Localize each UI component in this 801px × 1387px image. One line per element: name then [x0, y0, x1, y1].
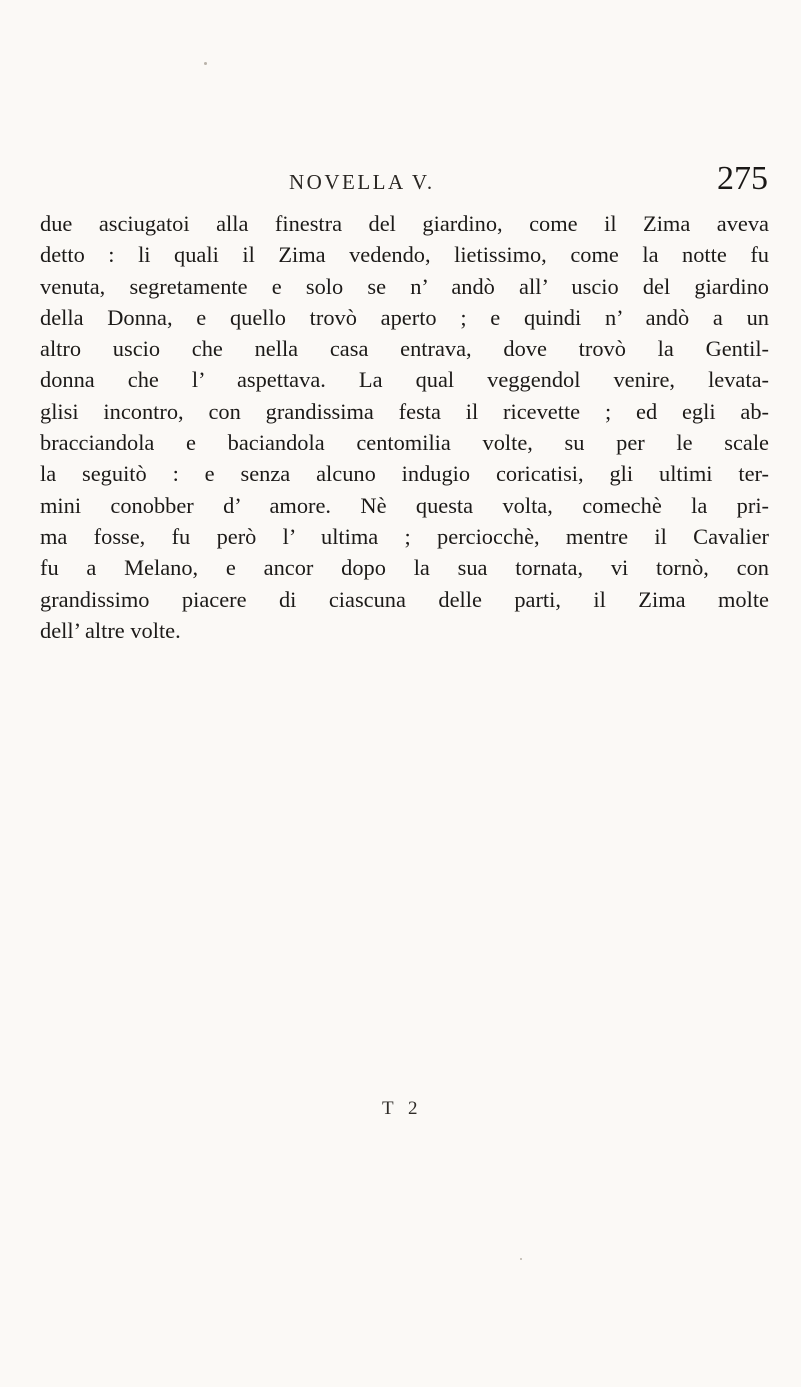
- text-line: glisi incontro, con grandissima festa il ricevette ; ed egli ab-: [40, 398, 769, 424]
- signature-mark: T 2: [382, 1098, 423, 1119]
- paper-speck: [520, 1258, 522, 1260]
- text-line: la seguitò : e senza alcuno indugio coricatisi, gli ultimi ter-: [40, 461, 769, 487]
- paper-speck: [204, 62, 207, 65]
- text-line: mini conobber d’ amore. Nè questa volta, comechè la pri-: [40, 492, 769, 518]
- text-line: grandissimo piacere di ciascuna delle parti, il Zima molte: [40, 586, 769, 612]
- text-line: detto : li quali il Zima vedendo, lietissimo, come la notte fu: [40, 242, 769, 268]
- text-line: della Donna, e quello trovò aperto ; e quindi n’ andò a un: [40, 304, 769, 330]
- text-line: due asciugatoi alla finestra del giardino, come il Zima aveva: [40, 211, 769, 236]
- body-text: [40, 208, 769, 646]
- running-title: NOVELLA V.: [289, 170, 435, 194]
- text-line: ma fosse, fu però l’ ultima ; perciocchè, mentre il Cavalier: [40, 523, 769, 549]
- text-line: venuta, segretamente e solo se n’ andò all’ uscio del giardino: [40, 273, 769, 299]
- page-number: 275: [717, 160, 768, 197]
- text-line: dell’ altre volte.: [40, 617, 181, 643]
- text-line: bracciandola e baciandola centomilia volte, su per le scale: [40, 430, 769, 456]
- text-line: fu a Melano, e ancor dopo la sua tornata, vi tornò, con: [40, 555, 769, 581]
- text-line: altro uscio che nella casa entrava, dove trovò la Gentil-: [40, 336, 769, 362]
- text-line: donna che l’ aspettava. La qual veggendol venire, levata-: [40, 367, 769, 393]
- running-head: [0, 162, 801, 202]
